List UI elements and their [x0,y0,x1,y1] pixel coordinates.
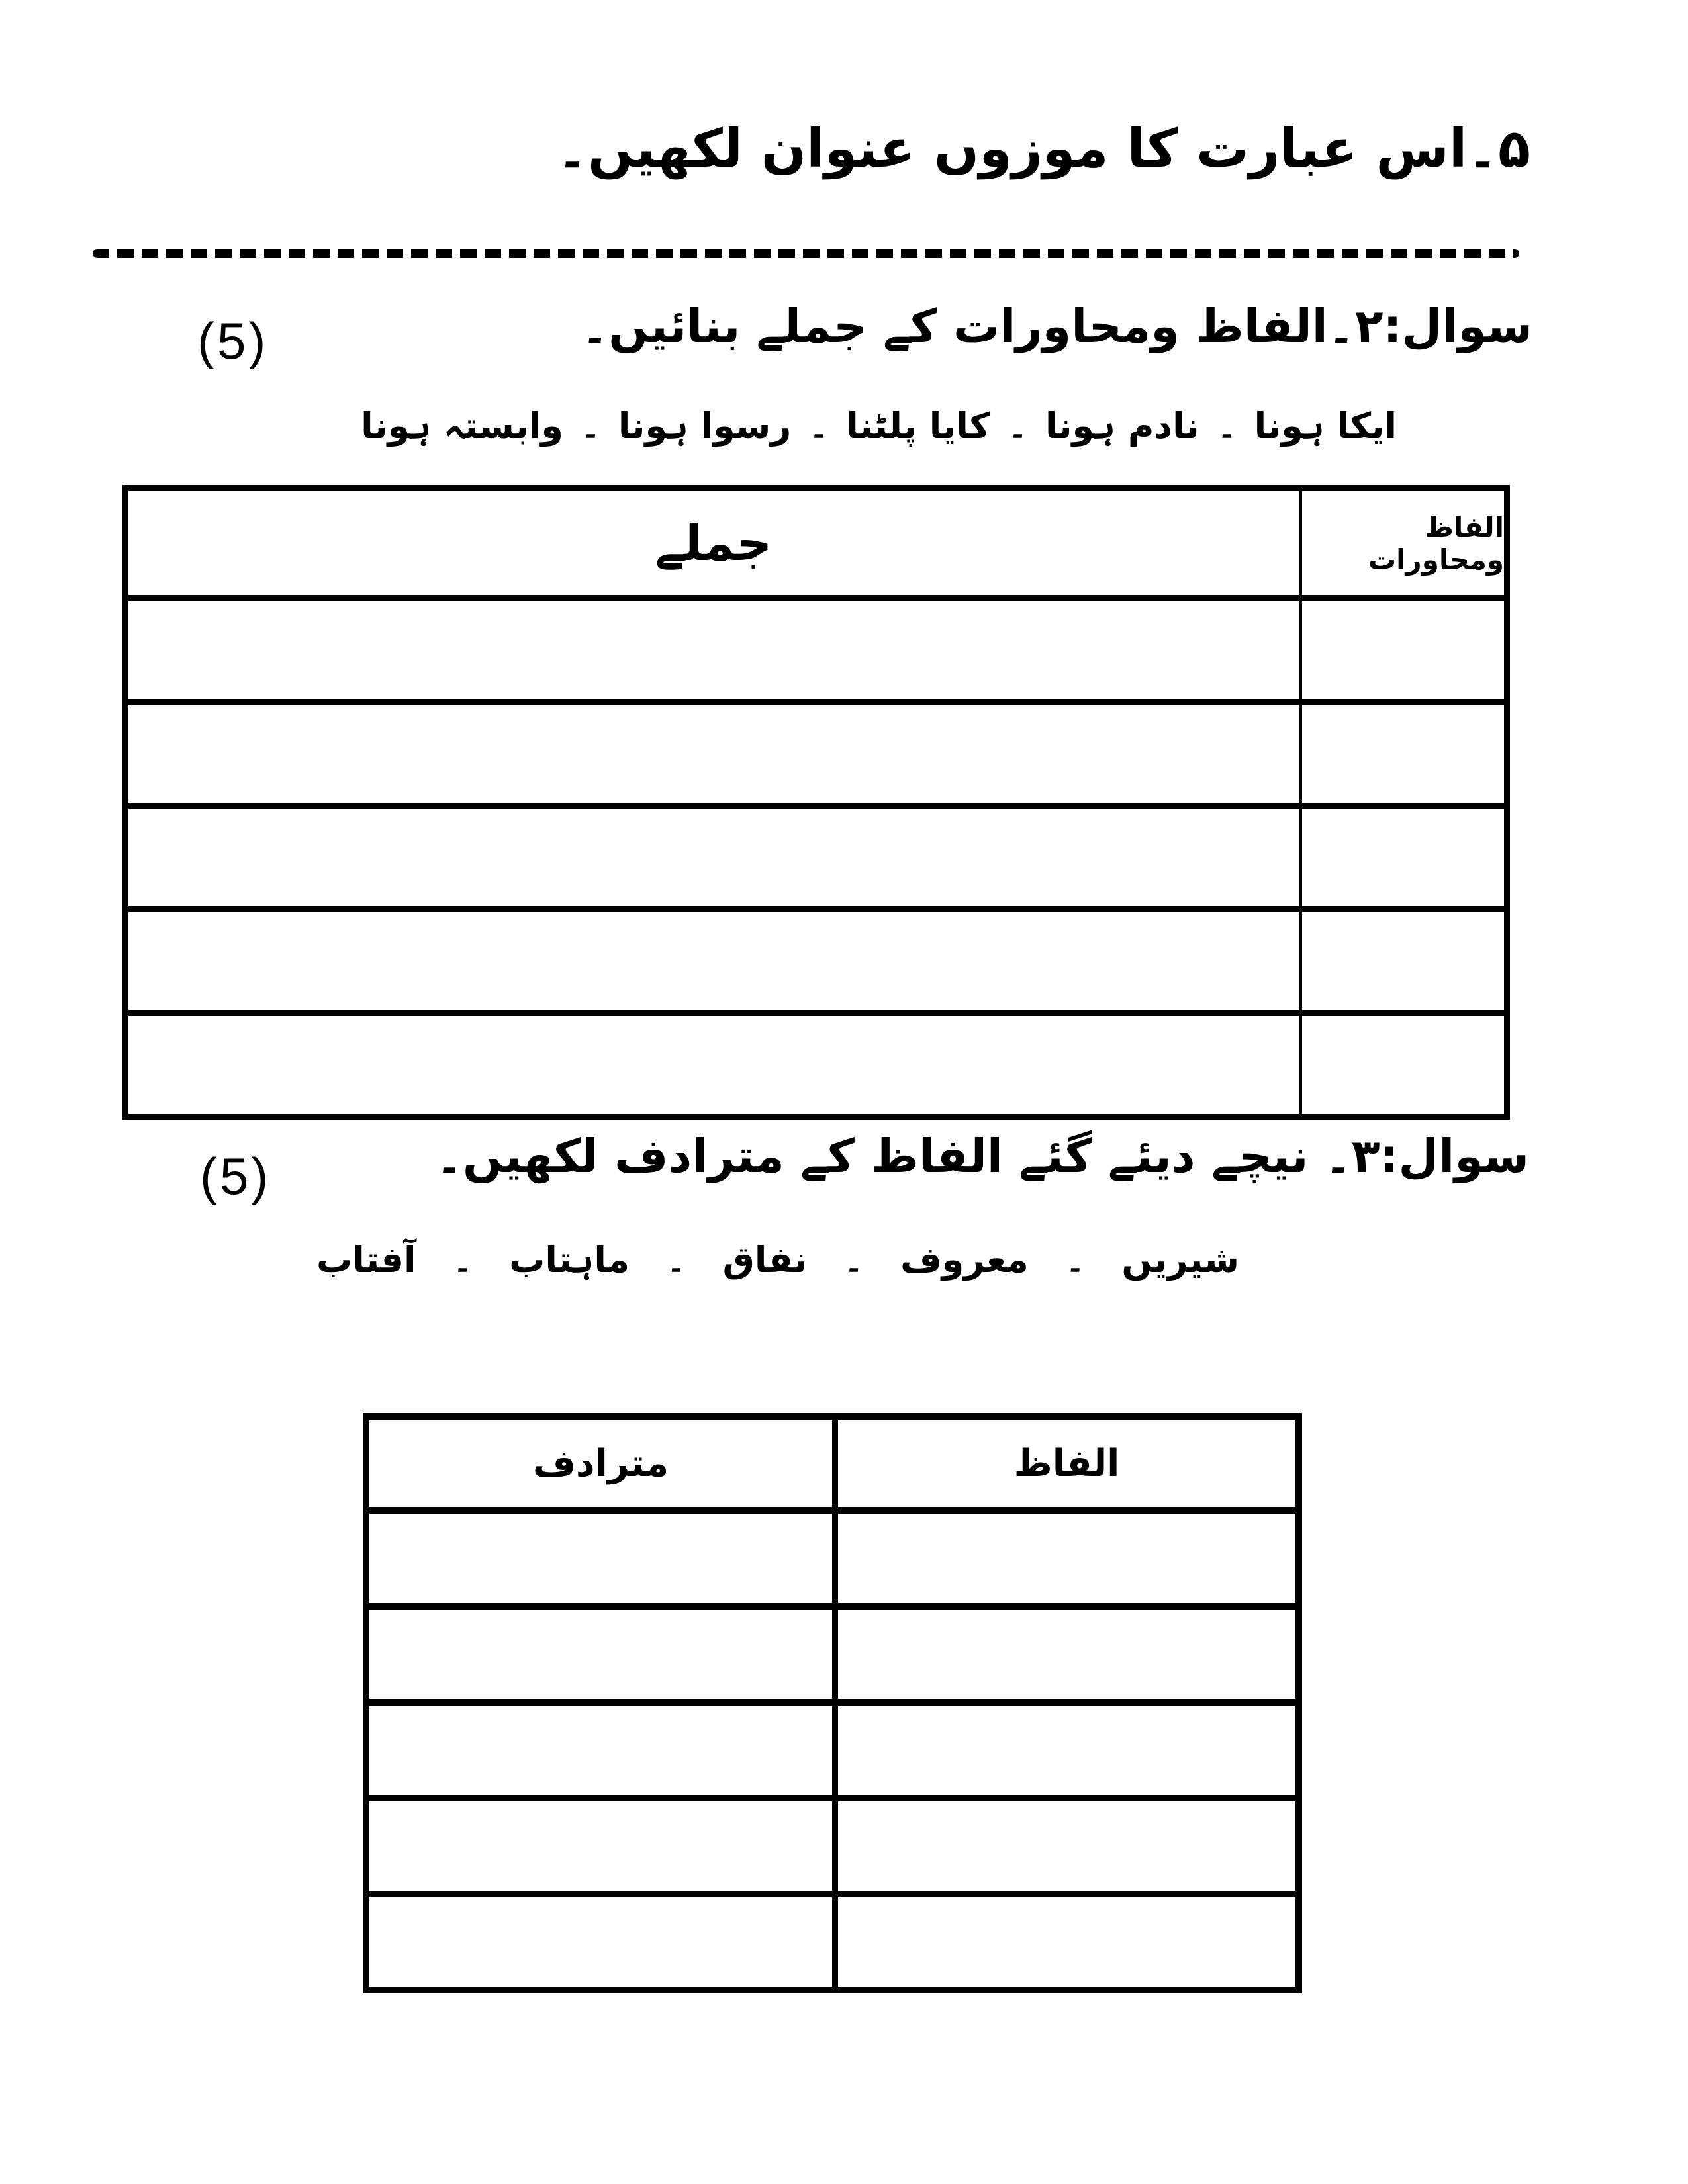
q3-answer-cell [369,1603,832,1699]
q3-answer-cell [832,1699,1295,1795]
word-separator: ۔ [1065,1240,1085,1279]
q2-answer-cell [128,1010,1299,1114]
q3-answer-cell [832,1891,1295,1987]
q3-heading: سوال:۳۔ نیچے دیئے گئے الفاظ کے مترادف لکھیں۔ [435,1129,1529,1183]
q2-table-header-sentences: جملے [655,514,773,572]
q3-answer-cell [369,1891,832,1987]
q2-answer-cell [128,699,1299,803]
vocabulary-word: ایکا ہونا [1254,405,1397,447]
q2-table-header-words: الفاظ ومحاورات [1299,491,1504,595]
vocabulary-word: کایا پلٹنا [846,405,990,447]
q2-answer-table [122,485,1510,1120]
q2-answer-cell [1299,595,1504,699]
q3-answer-cell [369,1507,832,1603]
q2-answer-cell [1299,699,1504,803]
dashed-answer-line [93,249,1519,258]
word-separator: ۔ [1217,406,1237,445]
q2-answer-cell [1299,1010,1504,1114]
vocabulary-word: نفاق [722,1239,808,1281]
q2-answer-cell [1299,906,1504,1010]
word-separator: ۔ [809,406,829,445]
q2-answer-cell [128,906,1299,1010]
q2-heading: سوال:۲۔الفاظ ومحاورات کے جملے بنائیں۔ [581,299,1532,353]
vocabulary-word: آفتاب [316,1239,416,1281]
q3-table-header-words: الفاظ [832,1420,1295,1507]
q3-word-list [316,1239,1239,1281]
q2-word-list [361,405,1397,447]
word-separator: ۔ [453,1240,473,1279]
q3-answer-cell [832,1603,1295,1699]
q3-answer-cell [369,1795,832,1891]
vocabulary-word: ماہتاب [509,1239,630,1281]
vocabulary-word: وابستہ ہونا [361,405,563,447]
q3-table-header-synonyms: مترادف [532,1441,669,1485]
q3-answer-cell [832,1507,1295,1603]
vocabulary-word: شیریں [1121,1239,1239,1281]
vocabulary-word: معروف [900,1239,1029,1281]
q3-marks-badge: (5) [200,1147,271,1205]
vocabulary-word: نادم ہونا [1045,405,1199,447]
q3-answer-cell [832,1795,1295,1891]
q2-marks-badge: (5) [197,312,269,370]
word-separator: ۔ [1008,406,1028,445]
word-separator: ۔ [844,1240,864,1279]
q2-answer-cell [128,595,1299,699]
word-separator: ۔ [581,406,601,445]
q3-answer-table [363,1413,1302,1993]
q2-answer-cell [1299,803,1504,907]
word-separator: ۔ [666,1240,686,1279]
q2-answer-cell [128,803,1299,907]
q3-answer-cell [369,1699,832,1795]
vocabulary-word: رسوا ہونا [618,405,792,447]
question5-title: ۵۔اس عبارت کا موزوں عنوان لکھیں۔ [557,118,1530,179]
